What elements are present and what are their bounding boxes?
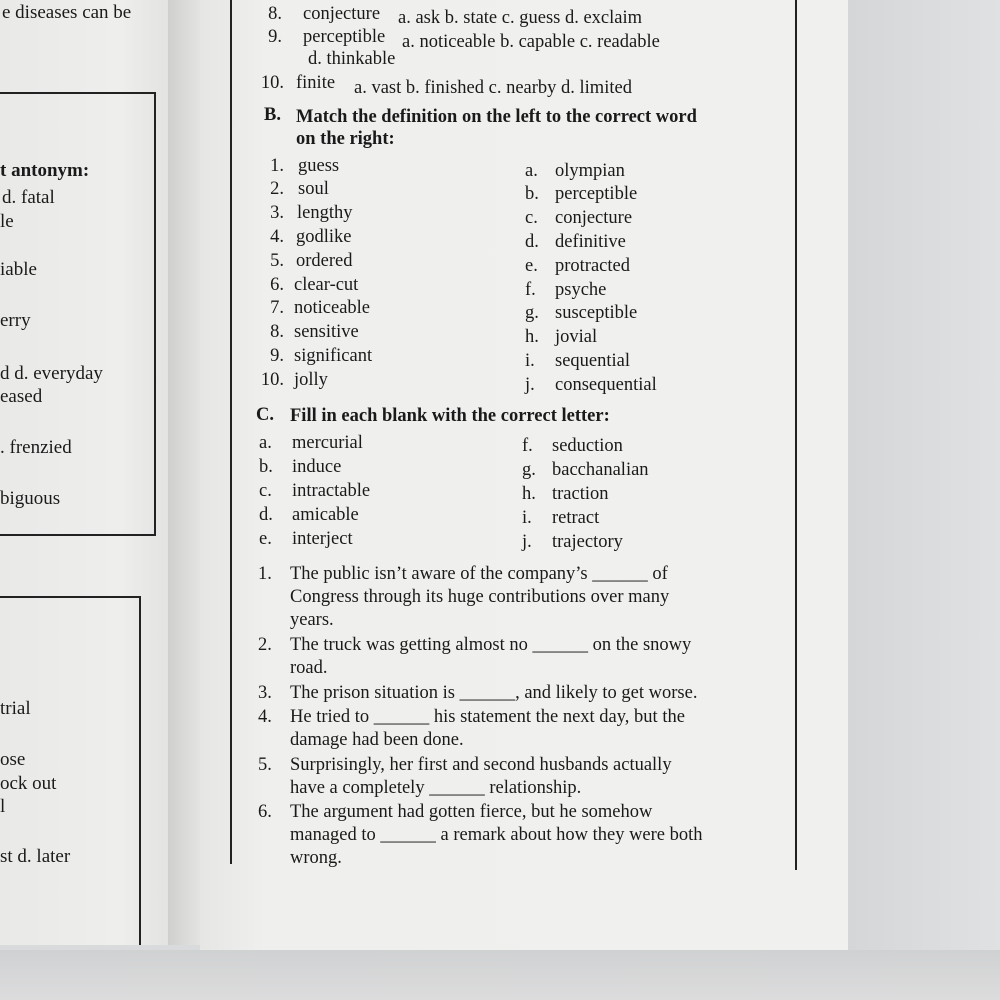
left-page-fragment: le	[0, 211, 14, 232]
word-text: conjecture	[555, 208, 633, 228]
sentence-line: The public isn’t aware of the company’s ______ of	[290, 564, 668, 584]
bank-letter: e.	[259, 529, 272, 549]
sentence-line: have a completely ______ relationship.	[290, 778, 582, 798]
definition-text: soul	[298, 179, 329, 199]
sentence-line: The truck was getting almost no ______ on the snowy	[290, 635, 692, 655]
bank-word: traction	[552, 484, 609, 504]
definition-number: 7.	[270, 298, 284, 318]
item-word: conjecture	[303, 4, 381, 24]
left-page-fragment: erry	[0, 310, 31, 331]
sentence-line: years.	[290, 610, 334, 630]
left-page-fragment: l	[0, 796, 6, 817]
background-surface-bottom	[0, 950, 1000, 1000]
word-text: protracted	[555, 256, 630, 276]
item-options: a. vast b. finished c. nearby d. limited	[354, 78, 632, 98]
item-number: 10.	[260, 73, 284, 93]
sentence-line: The prison situation is ______, and likely to get worse.	[290, 683, 698, 703]
left-page-fragment: trial	[0, 698, 31, 719]
word-text: perceptible	[555, 184, 638, 204]
definition-text: ordered	[296, 251, 353, 271]
bank-letter: c.	[259, 481, 272, 501]
definition-number: 9.	[270, 346, 284, 366]
word-letter: h.	[525, 327, 539, 347]
word-text: susceptible	[555, 303, 638, 323]
left-page-fragment: st d. later	[0, 846, 71, 867]
word-letter: d.	[525, 232, 539, 252]
word-letter: g.	[525, 303, 539, 323]
definition-number: 2.	[270, 179, 284, 199]
left-page-fragment: ose	[0, 749, 26, 770]
definition-text: godlike	[296, 227, 352, 247]
bank-word: trajectory	[552, 532, 623, 552]
definition-text: guess	[298, 156, 340, 176]
word-text: psyche	[555, 280, 607, 300]
background-surface	[848, 0, 1000, 1000]
item-options: a. noticeable b. capable c. readable	[402, 32, 660, 52]
item-options: a. ask b. state c. guess d. exclaim	[398, 8, 643, 28]
item-options-continuation: d. thinkable	[308, 49, 396, 69]
definition-text: sensitive	[294, 322, 359, 342]
box-left-rule	[230, 0, 232, 864]
bank-word: induce	[292, 457, 342, 477]
bank-letter: h.	[522, 484, 536, 504]
left-page-fragment: biguous	[0, 488, 61, 509]
bank-letter: g.	[522, 460, 536, 480]
box-right-rule	[795, 0, 797, 870]
definition-number: 1.	[270, 156, 284, 176]
left-page-fragment: iable	[0, 259, 37, 280]
word-letter: c.	[525, 208, 538, 228]
item-number: 8.	[268, 4, 282, 24]
item-number: 9.	[268, 27, 282, 47]
sentence-line: Surprisingly, her first and second husbands actually	[290, 755, 672, 775]
word-letter: a.	[525, 161, 538, 181]
left-page-fragment: ock out	[0, 773, 57, 794]
left-page	[0, 0, 172, 945]
sentence-number: 6.	[258, 802, 272, 822]
bank-letter: a.	[259, 433, 272, 453]
bank-word: interject	[292, 529, 353, 549]
word-letter: b.	[525, 184, 539, 204]
bank-word: seduction	[552, 436, 623, 456]
sentence-number: 1.	[258, 564, 272, 584]
sentence-number: 4.	[258, 707, 272, 727]
definition-number: 4.	[270, 227, 284, 247]
definition-text: lengthy	[297, 203, 353, 223]
left-page-fragment: eased	[0, 386, 43, 407]
bank-letter: b.	[259, 457, 273, 477]
section-heading-cont: on the right:	[296, 129, 395, 149]
bank-word: mercurial	[292, 433, 363, 453]
definition-number: 3.	[270, 203, 284, 223]
word-text: jovial	[555, 327, 598, 347]
word-letter: j.	[525, 375, 535, 395]
definition-number: 5.	[270, 251, 284, 271]
definition-number: 8.	[270, 322, 284, 342]
bank-letter: i.	[522, 508, 532, 528]
sentence-line: He tried to ______ his statement the next day, but the	[290, 707, 685, 727]
section-letter: C.	[256, 405, 274, 425]
sentence-line: road.	[290, 658, 328, 678]
definition-text: jolly	[294, 370, 328, 390]
bank-letter: f.	[522, 436, 533, 456]
sentence-number: 3.	[258, 683, 272, 703]
bank-letter: d.	[259, 505, 273, 525]
word-text: olympian	[555, 161, 625, 181]
sentence-line: Congress through its huge contributions over many	[290, 587, 670, 607]
sentence-number: 2.	[258, 635, 272, 655]
bank-word: intractable	[292, 481, 371, 501]
item-word: perceptible	[303, 27, 386, 47]
section-letter: B.	[264, 105, 281, 125]
bank-word: amicable	[292, 505, 359, 525]
definition-number: 10.	[260, 370, 284, 390]
word-letter: i.	[525, 351, 535, 371]
definition-text: significant	[294, 346, 373, 366]
word-text: definitive	[555, 232, 626, 252]
left-page-fragment: e diseases can be	[2, 2, 132, 23]
sentence-number: 5.	[258, 755, 272, 775]
definition-text: noticeable	[294, 298, 371, 318]
word-letter: f.	[525, 280, 536, 300]
word-text: sequential	[555, 351, 631, 371]
sentence-line: wrong.	[290, 848, 342, 868]
bank-word: bacchanalian	[552, 460, 649, 480]
section-heading: Match the definition on the left to the correct word	[296, 107, 697, 127]
definition-text: clear-cut	[294, 275, 359, 295]
left-page-fragment: d. fatal	[2, 187, 55, 208]
section-heading: Fill in each blank with the correct letter:	[290, 406, 610, 426]
left-page-fragment: d d. everyday	[0, 363, 103, 384]
sentence-line: managed to ______ a remark about how they were both	[290, 825, 703, 845]
sentence-line: The argument had gotten fierce, but he somehow	[290, 802, 653, 822]
left-page-fragment: . frenzied	[0, 437, 72, 458]
bank-word: retract	[552, 508, 600, 528]
word-text: consequential	[555, 375, 657, 395]
left-page-fragment: t antonym:	[0, 160, 90, 181]
item-word: finite	[296, 73, 336, 93]
word-letter: e.	[525, 256, 538, 276]
bank-letter: j.	[522, 532, 532, 552]
sentence-line: damage had been done.	[290, 730, 464, 750]
definition-number: 6.	[270, 275, 284, 295]
